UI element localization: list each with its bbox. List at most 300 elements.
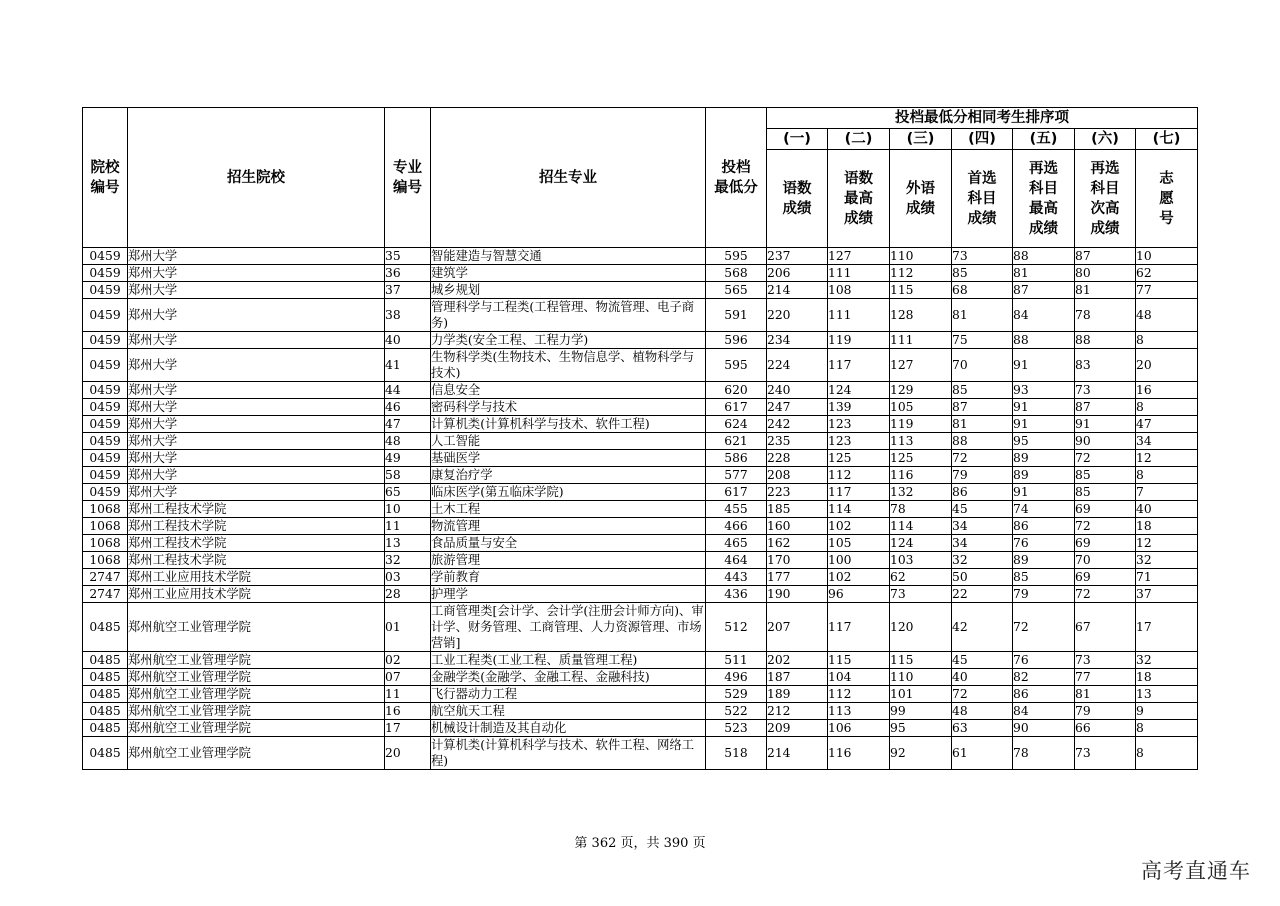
- tiebreak-value-cell: 86: [1013, 518, 1075, 535]
- tiebreak-value-cell: 120: [890, 603, 952, 652]
- tiebreak-value-cell: 67: [1075, 603, 1136, 652]
- tiebreak-value-cell: 102: [828, 569, 890, 586]
- tiebreak-value-cell: 220: [767, 299, 828, 332]
- tiebreak-value-cell: 63: [952, 720, 1013, 737]
- min-score-cell: 617: [706, 399, 767, 416]
- school-code-cell: 0459: [83, 484, 128, 501]
- tiebreak-value-cell: 10: [1136, 248, 1198, 265]
- tiebreak-value-cell: 108: [828, 282, 890, 299]
- tiebreak-value-cell: 129: [890, 382, 952, 399]
- table-row: [83, 737, 1198, 770]
- tiebreak-value-cell: 113: [828, 703, 890, 720]
- table-row: [83, 248, 1198, 265]
- tiebreak-value-cell: 72: [1075, 518, 1136, 535]
- tiebreak-value-cell: 40: [1136, 501, 1198, 518]
- tiebreak-value-cell: 78: [890, 501, 952, 518]
- major-name-cell: 人工智能: [431, 433, 706, 450]
- school-code-cell: 0459: [83, 332, 128, 349]
- min-score-cell: 512: [706, 603, 767, 652]
- tiebreak-value-cell: 123: [828, 416, 890, 433]
- tiebreak-value-cell: 81: [952, 299, 1013, 332]
- tiebreak-value-cell: 106: [828, 720, 890, 737]
- table-row: [83, 467, 1198, 484]
- admission-score-table: [82, 107, 1198, 770]
- min-score-cell: 577: [706, 467, 767, 484]
- school-name-cell: 郑州大学: [128, 349, 385, 382]
- tiebreak-value-cell: 187: [767, 669, 828, 686]
- major-name-cell: 物流管理: [431, 518, 706, 535]
- tiebreak-value-cell: 79: [1075, 703, 1136, 720]
- tiebreak-value-cell: 91: [1075, 416, 1136, 433]
- school-code-cell: 0459: [83, 433, 128, 450]
- tiebreak-value-cell: 88: [1013, 248, 1075, 265]
- tiebreak-value-cell: 47: [1136, 416, 1198, 433]
- tiebreak-value-cell: 84: [1013, 703, 1075, 720]
- major-code-cell: 46: [385, 399, 431, 416]
- school-code-cell: 0459: [83, 382, 128, 399]
- tiebreak-value-cell: 85: [1075, 467, 1136, 484]
- major-name-cell: 密码科学与技术: [431, 399, 706, 416]
- major-code-cell: 02: [385, 652, 431, 669]
- tiebreak-value-cell: 62: [890, 569, 952, 586]
- school-code-cell: 0485: [83, 669, 128, 686]
- tiebreak-value-cell: 81: [1075, 686, 1136, 703]
- min-score-cell: 443: [706, 569, 767, 586]
- tiebreak-value-cell: 69: [1075, 501, 1136, 518]
- major-code-cell: 44: [385, 382, 431, 399]
- tiebreak-value-cell: 45: [952, 652, 1013, 669]
- school-code-cell: 0485: [83, 703, 128, 720]
- tiebreak-value-cell: 91: [1013, 399, 1075, 416]
- tiebreak-value-cell: 95: [890, 720, 952, 737]
- tiebreak-value-cell: 89: [1013, 552, 1075, 569]
- header-tiebreak-index: (五): [1013, 129, 1075, 150]
- tiebreak-value-cell: 32: [1136, 652, 1198, 669]
- tiebreak-value-cell: 12: [1136, 535, 1198, 552]
- tiebreak-value-cell: 115: [828, 652, 890, 669]
- header-tiebreak-label: 语数 最高 成绩: [828, 150, 890, 248]
- tiebreak-value-cell: 124: [828, 382, 890, 399]
- major-name-cell: 护理学: [431, 586, 706, 603]
- major-name-cell: 城乡规划: [431, 282, 706, 299]
- tiebreak-value-cell: 86: [952, 484, 1013, 501]
- school-code-cell: 2747: [83, 569, 128, 586]
- tiebreak-value-cell: 90: [1013, 720, 1075, 737]
- tiebreak-value-cell: 101: [890, 686, 952, 703]
- tiebreak-value-cell: 88: [1075, 332, 1136, 349]
- tiebreak-value-cell: 207: [767, 603, 828, 652]
- major-code-cell: 03: [385, 569, 431, 586]
- tiebreak-value-cell: 214: [767, 737, 828, 770]
- tiebreak-value-cell: 73: [890, 586, 952, 603]
- tiebreak-value-cell: 8: [1136, 399, 1198, 416]
- min-score-cell: 496: [706, 669, 767, 686]
- table-row: [83, 450, 1198, 467]
- tiebreak-value-cell: 80: [1075, 265, 1136, 282]
- tiebreak-value-cell: 209: [767, 720, 828, 737]
- min-score-cell: 624: [706, 416, 767, 433]
- tiebreak-value-cell: 111: [828, 299, 890, 332]
- table-row: [83, 686, 1198, 703]
- tiebreak-value-cell: 8: [1136, 737, 1198, 770]
- school-code-cell: 0459: [83, 416, 128, 433]
- tiebreak-value-cell: 69: [1075, 535, 1136, 552]
- tiebreak-value-cell: 117: [828, 349, 890, 382]
- tiebreak-value-cell: 89: [1013, 450, 1075, 467]
- table-row: [83, 382, 1198, 399]
- table-row: [83, 552, 1198, 569]
- tiebreak-value-cell: 123: [828, 433, 890, 450]
- tiebreak-value-cell: 18: [1136, 669, 1198, 686]
- tiebreak-value-cell: 87: [952, 399, 1013, 416]
- tiebreak-value-cell: 34: [952, 518, 1013, 535]
- tiebreak-value-cell: 20: [1136, 349, 1198, 382]
- table-row: [83, 501, 1198, 518]
- table-row: [83, 399, 1198, 416]
- tiebreak-value-cell: 17: [1136, 603, 1198, 652]
- table-row: [83, 299, 1198, 332]
- major-code-cell: 40: [385, 332, 431, 349]
- tiebreak-value-cell: 113: [890, 433, 952, 450]
- tiebreak-value-cell: 18: [1136, 518, 1198, 535]
- major-name-cell: 基础医学: [431, 450, 706, 467]
- major-name-cell: 管理科学与工程类(工程管理、物流管理、电子商务): [431, 299, 706, 332]
- major-name-cell: 工商管理类[会计学、会计学(注册会计师方向)、审计学、财务管理、工商管理、人力资源管理、市场营销]: [431, 604, 704, 650]
- min-score-cell: 455: [706, 501, 767, 518]
- tiebreak-value-cell: 32: [952, 552, 1013, 569]
- school-code-cell: 1068: [83, 501, 128, 518]
- min-score-cell: 518: [706, 737, 767, 770]
- school-name-cell: 郑州工业应用技术学院: [128, 569, 385, 586]
- major-name-cell: 旅游管理: [431, 552, 706, 569]
- tiebreak-value-cell: 124: [890, 535, 952, 552]
- tiebreak-value-cell: 125: [828, 450, 890, 467]
- tiebreak-value-cell: 62: [1136, 265, 1198, 282]
- major-code-cell: 13: [385, 535, 431, 552]
- school-code-cell: 0485: [83, 686, 128, 703]
- tiebreak-value-cell: 177: [767, 569, 828, 586]
- tiebreak-value-cell: 206: [767, 265, 828, 282]
- tiebreak-value-cell: 72: [1075, 450, 1136, 467]
- tiebreak-value-cell: 100: [828, 552, 890, 569]
- tiebreak-value-cell: 110: [890, 248, 952, 265]
- school-name-cell: 郑州大学: [128, 299, 385, 332]
- major-name-cell: 学前教育: [431, 569, 706, 586]
- major-name-cell: 智能建造与智慧交通: [431, 248, 706, 265]
- tiebreak-value-cell: 119: [890, 416, 952, 433]
- school-code-cell: 0459: [83, 450, 128, 467]
- tiebreak-value-cell: 116: [890, 467, 952, 484]
- tiebreak-value-cell: 8: [1136, 467, 1198, 484]
- tiebreak-value-cell: 119: [828, 332, 890, 349]
- tiebreak-value-cell: 32: [1136, 552, 1198, 569]
- tiebreak-value-cell: 8: [1136, 332, 1198, 349]
- school-code-cell: 0459: [83, 349, 128, 382]
- tiebreak-value-cell: 78: [1075, 299, 1136, 332]
- tiebreak-value-cell: 9: [1136, 703, 1198, 720]
- tiebreak-value-cell: 95: [1013, 433, 1075, 450]
- table-row: [83, 265, 1198, 282]
- tiebreak-value-cell: 202: [767, 652, 828, 669]
- major-name-cell: 信息安全: [431, 382, 706, 399]
- tiebreak-value-cell: 83: [1075, 349, 1136, 382]
- tiebreak-value-cell: 132: [890, 484, 952, 501]
- tiebreak-value-cell: 189: [767, 686, 828, 703]
- tiebreak-value-cell: 74: [1013, 501, 1075, 518]
- school-name-cell: 郑州大学: [128, 416, 385, 433]
- table-row: [83, 433, 1198, 450]
- school-name-cell: 郑州航空工业管理学院: [128, 603, 385, 652]
- school-code-cell: 1068: [83, 535, 128, 552]
- school-code-cell: 1068: [83, 518, 128, 535]
- tiebreak-value-cell: 72: [952, 450, 1013, 467]
- tiebreak-value-cell: 160: [767, 518, 828, 535]
- tiebreak-value-cell: 48: [952, 703, 1013, 720]
- tiebreak-value-cell: 16: [1136, 382, 1198, 399]
- tiebreak-value-cell: 112: [828, 467, 890, 484]
- min-score-cell: 523: [706, 720, 767, 737]
- school-name-cell: 郑州工程技术学院: [128, 552, 385, 569]
- min-score-cell: 595: [706, 349, 767, 382]
- tiebreak-value-cell: 92: [890, 737, 952, 770]
- major-name-cell: 计算机类(计算机科学与技术、软件工程): [431, 416, 706, 433]
- tiebreak-value-cell: 214: [767, 282, 828, 299]
- header-tiebreak-label: 首选 科目 成绩: [952, 150, 1013, 248]
- tiebreak-value-cell: 242: [767, 416, 828, 433]
- major-code-cell: 32: [385, 552, 431, 569]
- major-code-cell: 38: [385, 299, 431, 332]
- school-name-cell: 郑州航空工业管理学院: [128, 652, 385, 669]
- min-score-cell: 596: [706, 332, 767, 349]
- major-name-cell: 临床医学(第五临床学院): [431, 484, 706, 501]
- tiebreak-value-cell: 112: [828, 686, 890, 703]
- major-name-cell: 金融学类(金融学、金融工程、金融科技): [431, 669, 706, 686]
- tiebreak-value-cell: 48: [1136, 299, 1198, 332]
- tiebreak-value-cell: 79: [1013, 586, 1075, 603]
- table-row: [83, 652, 1198, 669]
- school-name-cell: 郑州大学: [128, 248, 385, 265]
- tiebreak-value-cell: 68: [952, 282, 1013, 299]
- header-major-code: 专业 编号: [385, 108, 431, 248]
- tiebreak-value-cell: 12: [1136, 450, 1198, 467]
- major-code-cell: 17: [385, 720, 431, 737]
- tiebreak-value-cell: 73: [1075, 652, 1136, 669]
- tiebreak-value-cell: 70: [952, 349, 1013, 382]
- major-code-cell: 16: [385, 703, 431, 720]
- major-name-cell: 力学类(安全工程、工程力学): [431, 332, 706, 349]
- major-name-cell: 航空航天工程: [431, 703, 706, 720]
- tiebreak-value-cell: 128: [890, 299, 952, 332]
- tiebreak-value-cell: 78: [1013, 737, 1075, 770]
- tiebreak-value-cell: 84: [1013, 299, 1075, 332]
- major-code-cell: 47: [385, 416, 431, 433]
- tiebreak-value-cell: 7: [1136, 484, 1198, 501]
- tiebreak-value-cell: 103: [890, 552, 952, 569]
- tiebreak-value-cell: 93: [1013, 382, 1075, 399]
- tiebreak-value-cell: 75: [952, 332, 1013, 349]
- tiebreak-value-cell: 71: [1136, 569, 1198, 586]
- school-name-cell: 郑州大学: [128, 332, 385, 349]
- tiebreak-value-cell: 117: [828, 603, 890, 652]
- tiebreak-value-cell: 115: [890, 282, 952, 299]
- min-score-cell: 568: [706, 265, 767, 282]
- table-row: [83, 703, 1198, 720]
- header-tiebreak-index: (四): [952, 129, 1013, 150]
- major-name-cell: 建筑学: [431, 265, 706, 282]
- tiebreak-value-cell: 235: [767, 433, 828, 450]
- tiebreak-value-cell: 34: [1136, 433, 1198, 450]
- tiebreak-value-cell: 234: [767, 332, 828, 349]
- header-major-name: 招生专业: [431, 108, 706, 248]
- school-name-cell: 郑州大学: [128, 382, 385, 399]
- table-row: [83, 484, 1198, 501]
- tiebreak-value-cell: 185: [767, 501, 828, 518]
- tiebreak-value-cell: 87: [1075, 399, 1136, 416]
- min-score-cell: 522: [706, 703, 767, 720]
- major-code-cell: 48: [385, 433, 431, 450]
- header-school-code: 院校 编号: [83, 108, 128, 248]
- major-name-cell: 康复治疗学: [431, 467, 706, 484]
- tiebreak-value-cell: 104: [828, 669, 890, 686]
- major-code-cell: 01: [385, 603, 431, 652]
- header-tiebreak-label: 再选 科目 最高 成绩: [1013, 150, 1075, 248]
- min-score-cell: 466: [706, 518, 767, 535]
- tiebreak-value-cell: 91: [1013, 484, 1075, 501]
- table-row: [83, 720, 1198, 737]
- major-name-cell: 生物科学类(生物技术、生物信息学、植物科学与技术): [431, 349, 706, 382]
- tiebreak-value-cell: 115: [890, 652, 952, 669]
- tiebreak-value-cell: 72: [1075, 586, 1136, 603]
- tiebreak-value-cell: 127: [890, 349, 952, 382]
- school-name-cell: 郑州大学: [128, 467, 385, 484]
- tiebreak-value-cell: 88: [952, 433, 1013, 450]
- tiebreak-value-cell: 76: [1013, 652, 1075, 669]
- major-code-cell: 35: [385, 248, 431, 265]
- school-code-cell: 0459: [83, 299, 128, 332]
- min-score-cell: 529: [706, 686, 767, 703]
- tiebreak-value-cell: 125: [890, 450, 952, 467]
- major-name-cell: 土木工程: [431, 501, 706, 518]
- major-name-cell: 食品质量与安全: [431, 535, 706, 552]
- tiebreak-value-cell: 111: [828, 265, 890, 282]
- school-name-cell: 郑州航空工业管理学院: [128, 703, 385, 720]
- tiebreak-value-cell: 81: [1075, 282, 1136, 299]
- tiebreak-value-cell: 228: [767, 450, 828, 467]
- tiebreak-value-cell: 223: [767, 484, 828, 501]
- major-code-cell: 58: [385, 467, 431, 484]
- school-name-cell: 郑州大学: [128, 265, 385, 282]
- tiebreak-value-cell: 77: [1075, 669, 1136, 686]
- tiebreak-value-cell: 34: [952, 535, 1013, 552]
- school-name-cell: 郑州大学: [128, 399, 385, 416]
- tiebreak-value-cell: 82: [1013, 669, 1075, 686]
- school-code-cell: 2747: [83, 586, 128, 603]
- major-code-cell: 37: [385, 282, 431, 299]
- tiebreak-value-cell: 69: [1075, 569, 1136, 586]
- tiebreak-value-cell: 85: [1075, 484, 1136, 501]
- min-score-cell: 621: [706, 433, 767, 450]
- tiebreak-value-cell: 96: [828, 586, 890, 603]
- school-name-cell: 郑州航空工业管理学院: [128, 737, 385, 770]
- school-code-cell: 0459: [83, 467, 128, 484]
- table-row: [83, 349, 1198, 382]
- tiebreak-value-cell: 73: [1075, 382, 1136, 399]
- min-score-cell: 617: [706, 484, 767, 501]
- tiebreak-value-cell: 87: [1013, 282, 1075, 299]
- school-code-cell: 0459: [83, 248, 128, 265]
- major-name-cell: 计算机类(计算机科学与技术、软件工程、网络工程): [431, 737, 706, 770]
- header-tiebreak-label: 志 愿 号: [1136, 150, 1198, 248]
- table-row: [83, 669, 1198, 686]
- school-name-cell: 郑州工业应用技术学院: [128, 586, 385, 603]
- min-score-cell: 595: [706, 248, 767, 265]
- tiebreak-value-cell: 61: [952, 737, 1013, 770]
- school-code-cell: 0485: [83, 720, 128, 737]
- tiebreak-value-cell: 99: [890, 703, 952, 720]
- major-name-cell: 机械设计制造及其自动化: [431, 720, 706, 737]
- tiebreak-value-cell: 85: [1013, 569, 1075, 586]
- header-tiebreak-label: 语数 成绩: [767, 150, 828, 248]
- tiebreak-value-cell: 91: [1013, 349, 1075, 382]
- header-tiebreak-index: (六): [1075, 129, 1136, 150]
- tiebreak-value-cell: 240: [767, 382, 828, 399]
- tiebreak-value-cell: 105: [828, 535, 890, 552]
- school-name-cell: 郑州工程技术学院: [128, 535, 385, 552]
- tiebreak-value-cell: 114: [828, 501, 890, 518]
- header-tiebreak-index: (一): [767, 129, 828, 150]
- tiebreak-value-cell: 66: [1075, 720, 1136, 737]
- major-code-cell: 49: [385, 450, 431, 467]
- watermark: 高考直通车: [1141, 859, 1251, 883]
- tiebreak-value-cell: 90: [1075, 433, 1136, 450]
- tiebreak-value-cell: 112: [890, 265, 952, 282]
- table-row: [83, 535, 1198, 552]
- tiebreak-value-cell: 73: [1075, 737, 1136, 770]
- tiebreak-value-cell: 85: [952, 382, 1013, 399]
- table-row: [83, 569, 1198, 586]
- school-code-cell: 0459: [83, 399, 128, 416]
- tiebreak-value-cell: 117: [828, 484, 890, 501]
- tiebreak-value-cell: 102: [828, 518, 890, 535]
- tiebreak-value-cell: 116: [828, 737, 890, 770]
- tiebreak-value-cell: 8: [1136, 720, 1198, 737]
- school-name-cell: 郑州航空工业管理学院: [128, 669, 385, 686]
- school-name-cell: 郑州航空工业管理学院: [128, 686, 385, 703]
- major-code-cell: 41: [385, 349, 431, 382]
- table-row: [83, 332, 1198, 349]
- header-tiebreak-index: (二): [828, 129, 890, 150]
- school-name-cell: 郑州大学: [128, 484, 385, 501]
- school-code-cell: 1068: [83, 552, 128, 569]
- tiebreak-value-cell: 208: [767, 467, 828, 484]
- major-code-cell: 28: [385, 586, 431, 603]
- tiebreak-value-cell: 77: [1136, 282, 1198, 299]
- school-name-cell: 郑州大学: [128, 433, 385, 450]
- major-code-cell: 20: [385, 737, 431, 770]
- tiebreak-value-cell: 111: [890, 332, 952, 349]
- tiebreak-value-cell: 79: [952, 467, 1013, 484]
- table-body: [83, 248, 1198, 770]
- tiebreak-value-cell: 88: [1013, 332, 1075, 349]
- table-row: [83, 416, 1198, 433]
- tiebreak-value-cell: 76: [1013, 535, 1075, 552]
- min-score-cell: 464: [706, 552, 767, 569]
- tiebreak-value-cell: 105: [890, 399, 952, 416]
- header-min-score: 投档 最低分: [706, 108, 767, 248]
- header-tiebreak-title: 投档最低分相同考生排序项: [767, 108, 1198, 129]
- school-name-cell: 郑州工程技术学院: [128, 518, 385, 535]
- major-code-cell: 65: [385, 484, 431, 501]
